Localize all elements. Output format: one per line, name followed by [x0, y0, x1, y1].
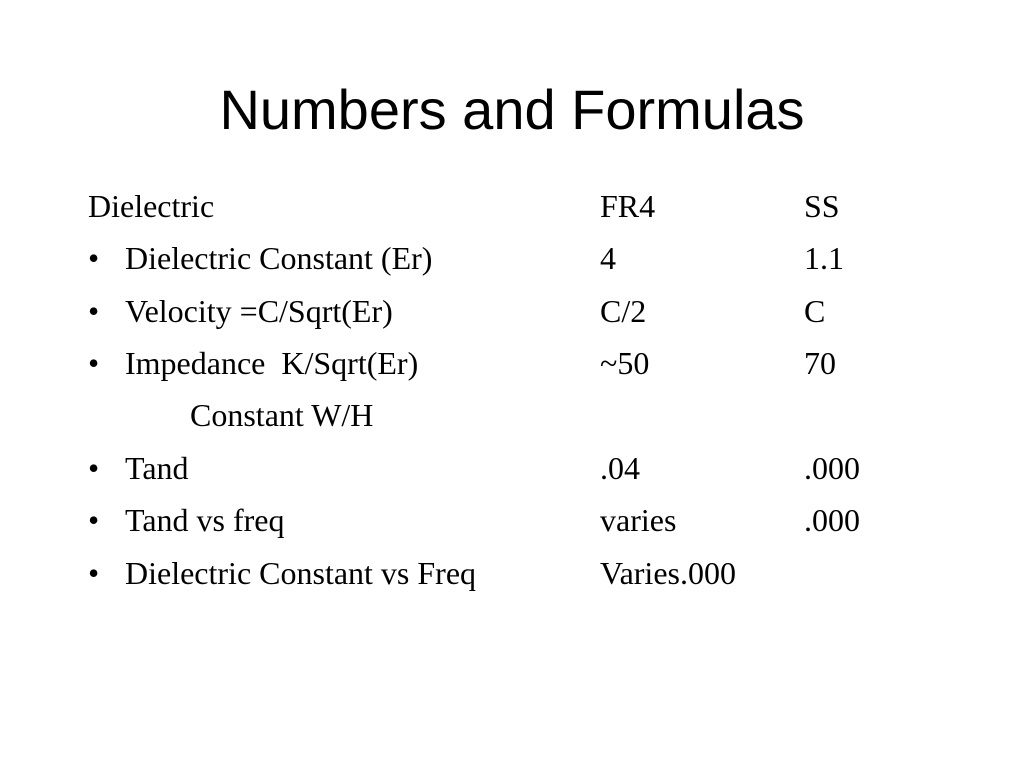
bullet-icon: • — [88, 240, 100, 276]
row-sublabel: Constant W/H — [190, 397, 374, 433]
row-value-fr4: Varies.000 — [600, 555, 736, 591]
table-row — [0, 446, 1024, 490]
column-header-property: Dielectric — [88, 188, 215, 224]
table-row — [0, 551, 1024, 595]
row-value-fr4: ~50 — [600, 345, 650, 381]
row-value-ss: 70 — [804, 345, 836, 381]
row-value-fr4: 4 — [600, 240, 616, 276]
row-label: Velocity =C/Sqrt(Er) — [125, 293, 393, 329]
row-label: Tand — [125, 450, 189, 486]
table-row — [0, 236, 1024, 280]
row-label: Impedance K/Sqrt(Er) — [125, 345, 419, 381]
row-value-fr4: C/2 — [600, 293, 647, 329]
column-header-fr4: FR4 — [600, 188, 656, 224]
row-label: Dielectric Constant (Er) — [125, 240, 433, 276]
row-value-fr4: .04 — [600, 450, 640, 486]
row-value-ss: .000 — [804, 502, 860, 538]
column-header-ss: SS — [804, 188, 840, 224]
row-value-ss: 1.1 — [804, 240, 844, 276]
table-header-row — [0, 184, 1024, 228]
table-row-continuation — [0, 393, 1024, 437]
table-row — [0, 498, 1024, 542]
table-row — [0, 289, 1024, 333]
bullet-icon: • — [88, 450, 100, 486]
table-row — [0, 341, 1024, 385]
row-value-ss: C — [804, 293, 826, 329]
bullet-icon: • — [88, 555, 100, 591]
bullet-icon: • — [88, 293, 100, 329]
bullet-icon: • — [88, 345, 100, 381]
slide-title: Numbers and Formulas — [219, 78, 805, 141]
row-value-fr4: varies — [600, 502, 677, 538]
row-value-ss: .000 — [804, 450, 860, 486]
row-label: Tand vs freq — [125, 502, 285, 538]
bullet-icon: • — [88, 502, 100, 538]
row-label: Dielectric Constant vs Freq — [125, 555, 477, 591]
